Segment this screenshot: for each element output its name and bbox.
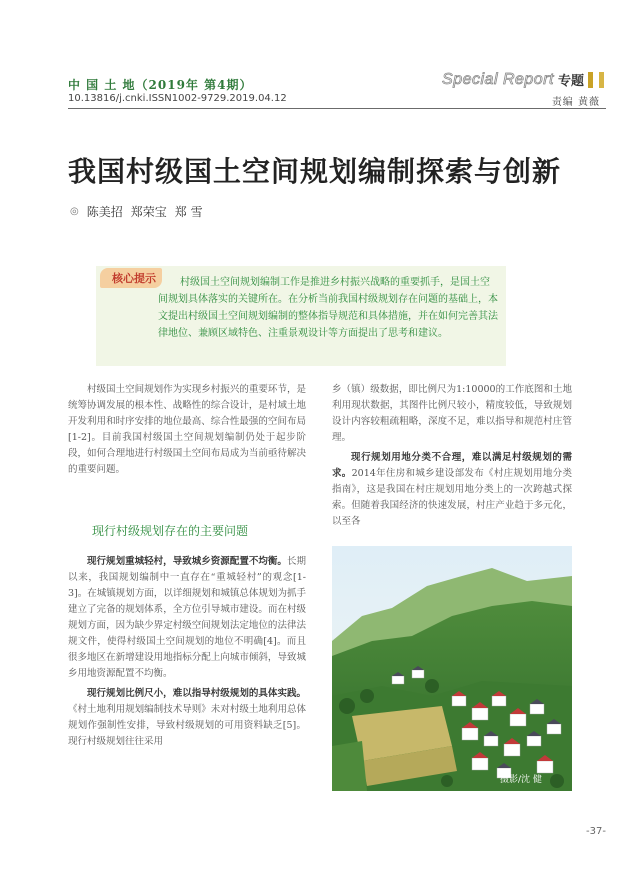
doi: 10.13816/j.cnki.ISSN1002-9729.2019.04.12: [68, 93, 287, 104]
paragraph-lead: 现行规划重城轻村，导致城乡资源配置不均衡。: [87, 556, 287, 567]
paragraph-lead: 现行规划用地分类不合理，难以满足村级规划的需求。: [332, 452, 572, 479]
problem-paragraph: [68, 554, 306, 682]
problem-paragraph: [68, 686, 306, 750]
highlights-tag-label: 核心提示: [112, 272, 156, 285]
intro-paragraph-block: [68, 382, 306, 482]
author-name: 郑 雪: [174, 205, 203, 219]
paragraph-text: 2014年住房和城乡建设部发布《村庄规划用地分类指南》，这是我国在村庄规划用地分类上的一次跨越式探索。但随着我国经济的快速发展，村庄产业趋于多元化，以至各: [332, 468, 572, 527]
highlights-body: 村级国土空间规划编制工作是推进乡村振兴战略的重要抓手，是国土空间规划具体落实的关键所在。在分析当前我国村级规划存在问题的基础上，本文提出村级国土空间规划编制的整体指导规范和具体措施，并在如何完善其法律地位、兼顾区域特色、注重景观设计等方面提出了思考和建议。: [158, 277, 498, 339]
author-name: 陈美招: [86, 205, 123, 219]
photo-credit: 摄影/沈 健: [500, 775, 542, 785]
paragraph-lead: 现行规划比例尺小，难以指导村级规划的具体实践。: [87, 688, 306, 699]
paragraph-text: 《村土地利用规划编制技术导则》未对村级土地利用总体规划作强制性安排，导致村级规划的可用资料缺乏[5]。现行村级规划往往采用: [68, 704, 306, 747]
article-title: 我国村级国土空间规划编制探索与创新: [68, 155, 562, 188]
highlights-text: [158, 274, 498, 342]
column-label-cn: 专题: [557, 74, 584, 89]
author-line: [70, 203, 203, 220]
column-label-en: Special Report: [442, 70, 554, 88]
problem-paragraph: [332, 450, 572, 530]
author-name: 郑荣宝: [130, 205, 167, 219]
intro-paragraph: 村级国土空间规划作为实现乡村振兴的重要环节，是统筹协调发展的根本性、战略性的综合设计，是村域土地开发利用和时序安排的地位最高、综合性最强的空间布局[1-2]。目前我国村级国土空间规划编制仍处于起步阶段，如何合理地进行村级国土空间布局成为当前亟待解决的重要问题。: [68, 384, 306, 475]
header-divider: [68, 108, 606, 109]
journal-name: 中 国 土 地（2019年 第4期）: [68, 78, 253, 92]
author-mark-icon: ◎: [70, 206, 79, 217]
editor-credit: 责编 黄薇: [551, 97, 600, 108]
paragraph-text: 长期以来，我国规划编制中一直存在“重城轻村”的观念[1-3]。在城镇规划方面，以详细规划和城镇总体规划为抓手建立了完备的规划体系，全方位引导城市建设。而在村级规划方面，因为缺少界定村级空间规划法定地位的法律法规文件，使得村级国土空间规划的地位不明确[4]。而且很多地区在新增建设用地指标分配上向城市倾斜，导致城乡用地资源配置不均衡。: [68, 556, 306, 679]
column-label: [442, 70, 604, 89]
right-column-block: [332, 382, 572, 534]
page-number: -37-: [586, 826, 606, 837]
column-bar-icon: [599, 72, 604, 88]
village-photo: [332, 546, 572, 791]
body-paragraph: 乡（镇）级数据，即比例尺为1:10000的工作底图和土地利用现状数据，其图件比例尺较小，精度较低，导致规划设计内容较粗疏粗略，深度不足，难以指导和规范村庄管理。: [332, 384, 572, 443]
section-heading: 现行村级规划存在的主要问题: [92, 524, 249, 538]
problems-block: [68, 554, 306, 754]
column-bar-icon: [588, 72, 593, 88]
